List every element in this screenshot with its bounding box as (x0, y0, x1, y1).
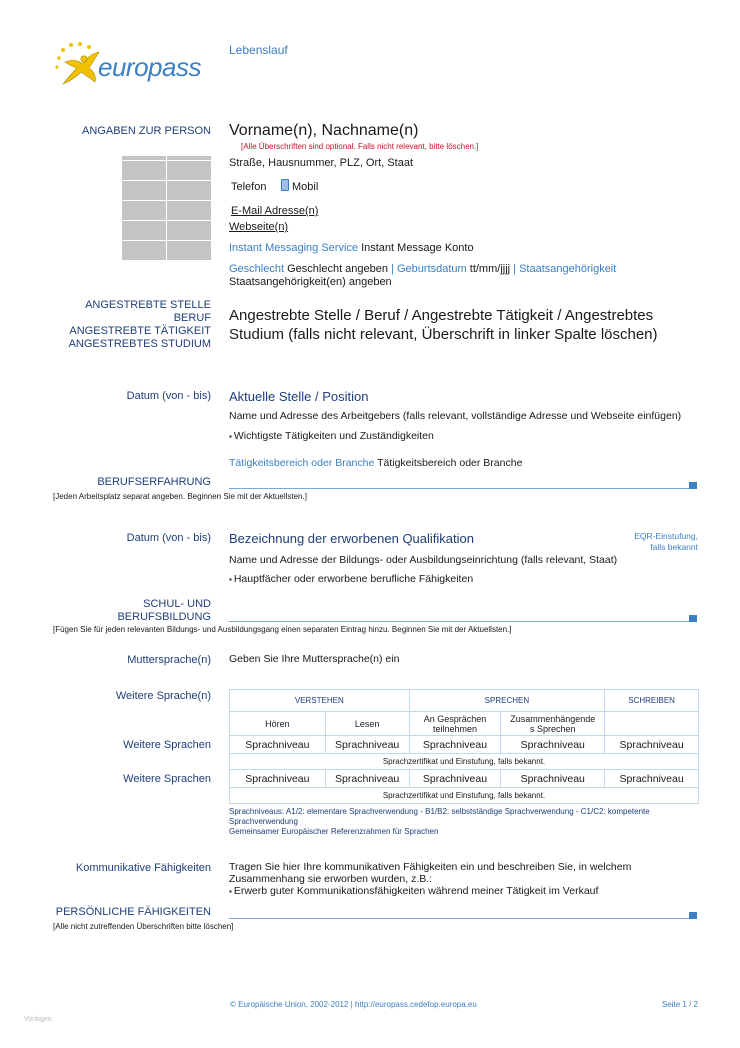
address: Straße, Hausnummer, PLZ, Ort, Staat (229, 157, 414, 169)
education-title-line: BERUFSBILDUNG (117, 611, 211, 623)
website-link[interactable]: Webseite(n) (229, 221, 289, 233)
level-cell: Sprachniveau (325, 736, 409, 754)
head-write: SCHREIBEN (605, 690, 699, 712)
language-cert-row (230, 788, 699, 804)
section-divider (229, 488, 689, 489)
head-speak: SPRECHEN (409, 690, 605, 712)
sub-read: Lesen (325, 712, 409, 736)
im-value: Instant Message Konto (361, 242, 474, 254)
gender-label: Geschlecht (229, 263, 285, 275)
photo-placeholder (122, 156, 211, 260)
legend-line: Sprachverwendung (229, 817, 298, 826)
target-text-line: Angestrebte Stelle / Beruf / Angestrebte Tätigkeit / Angestrebtes (229, 307, 654, 324)
other-languages-label: Weitere Sprache(n) (115, 690, 211, 702)
legend-reference: Gemeinsamer Europäischer Referenzrahmen für Sprachen (229, 827, 439, 836)
footer-page: Seite 1 / 2 (661, 1000, 698, 1009)
person-name: Vorname(n), Nachname(n) (229, 122, 419, 139)
education-date-label: Datum (von - bis) (126, 532, 211, 544)
footer-copyright[interactable]: © Europäische Union, 2002-2012 | http://europass.cedefop.europa.eu (230, 1000, 477, 1009)
language-row-label: Weitere Sprachen (123, 739, 211, 751)
subjects: ▪ Hauptfächer oder erworbene berufliche Fähigkeiten (229, 573, 473, 585)
mobile-label: Mobil (292, 181, 319, 193)
nationality-label: Staatsangehörigkeit (519, 263, 617, 275)
cert-cell: Sprachzertifikat und Einstufung, falls bekannt. (230, 788, 699, 804)
level-cell: Sprachniveau (605, 736, 699, 754)
target-label-line: BERUF (173, 312, 211, 324)
email-link[interactable]: E-Mail Adresse(n) (231, 205, 319, 217)
experience-activity: ▪ Wichtigste Tätigkeiten und Zuständigkeiten (229, 430, 434, 442)
communication-example: ▪ Erwerb guter Kommunikationsfähigkeiten während meiner Tätigkeit im Verkauf (229, 885, 631, 898)
level-cell: Sprachniveau (501, 736, 605, 754)
optional-note: [Alle Überschriften sind optional. Falls nicht relevant, bitte löschen.] (241, 142, 479, 151)
experience-date-label: Datum (von - bis) (126, 390, 211, 402)
sub-listen: Hören (230, 712, 326, 736)
education-note: [Fügen Sie für jeden relevanten Bildungs- und Ausbildungsgang einen separaten Eintrag hinzu. Beginnen Sie mit der Aktuellsten.] (53, 625, 512, 634)
target-text-line: Studium (falls nicht relevant, Überschrift in linker Spalte löschen) (229, 326, 658, 343)
section-divider (229, 918, 689, 919)
head-understand: VERSTEHEN (230, 690, 410, 712)
im-line (229, 242, 474, 254)
sub-production (501, 712, 605, 736)
legend-line: Sprachniveaus: A1/2: elementare Sprachverwendung - B1/B2: selbstständige Sprachverwendung - C1/C2: kompetente (229, 807, 650, 816)
phone-label: Telefon (231, 181, 267, 193)
mother-tongue-label: Muttersprache(n) (127, 654, 211, 666)
birth-value: tt/mm/jjjj (469, 263, 511, 275)
mobile-phone-icon (281, 179, 289, 191)
cert-cell: Sprachzertifikat und Einstufung, falls bekannt. (230, 754, 699, 770)
communication-text (229, 861, 631, 898)
skills-section-title: PERSÖNLICHE FÄHIGKEITEN (55, 906, 211, 918)
sector-line (229, 457, 522, 469)
mother-tongue-value: Geben Sie Ihre Muttersprache(n) ein (229, 653, 400, 665)
section-marker (689, 615, 697, 622)
level-cell: Sprachniveau (409, 736, 501, 754)
personal-details-line (229, 263, 616, 275)
sub-production-line: Zusammenhängende (510, 713, 596, 724)
sector-label: Tätigkeitsbereich oder Branche (229, 457, 375, 469)
communication-line: Zusammenhang sie erworben wurden, z.B.: (229, 873, 433, 885)
doc-title: Lebenslauf (229, 43, 288, 57)
language-table-head-row (230, 690, 699, 712)
sub-interaction (409, 712, 501, 736)
level-cell: Sprachniveau (325, 770, 409, 788)
experience-section-title: BERUFSERFAHRUNG (97, 476, 211, 488)
separator: | (513, 263, 517, 275)
level-cell: Sprachniveau (230, 770, 326, 788)
person-section-label: ANGABEN ZUR PERSON (82, 125, 211, 137)
language-legend (229, 807, 650, 837)
sector-value: Tätigkeitsbereich oder Branche (377, 457, 523, 469)
target-label (69, 299, 211, 351)
qualification: Bezeichnung der erworbenen Qualifikation (229, 531, 474, 546)
europass-logo (53, 40, 218, 90)
experience-position: Aktuelle Stelle / Position (229, 389, 369, 404)
birth-label: Geburtsdatum (397, 263, 467, 275)
employer: Name und Adresse des Arbeitgebers (falls relevant, vollständige Adresse und Webseite einfügen) (229, 410, 682, 422)
communication-label: Kommunikative Fähigkeiten (75, 862, 211, 874)
skills-note: [Alle nicht zutreffenden Überschriften bitte löschen] (53, 922, 234, 931)
nationality-value: Staatsangehörigkeit(en) angeben (229, 276, 392, 288)
language-row-label: Weitere Sprachen (123, 773, 211, 785)
gender-value: Geschlecht angeben (287, 263, 389, 275)
footer-watermark: Vorlagen (24, 1016, 52, 1023)
level-cell: Sprachniveau (230, 736, 326, 754)
target-text (229, 306, 658, 344)
sub-production-line: s Sprechen (530, 723, 576, 734)
language-table (229, 689, 699, 804)
separator: | (391, 263, 394, 275)
europass-wordmark: europass (98, 52, 201, 82)
communication-line: Tragen Sie hier Ihre kommunikativen Fähigkeiten ein und beschreiben Sie, in welchem (229, 861, 632, 873)
level-cell: Sprachniveau (501, 770, 605, 788)
target-label-line: ANGESTREBTE TÄTIGKEIT (69, 325, 211, 337)
section-marker (689, 482, 697, 489)
language-table-sub-row (230, 712, 699, 736)
eqr-line: falls bekannt (650, 542, 698, 552)
level-cell: Sprachniveau (605, 770, 699, 788)
sub-interaction-line: An Gesprächen (423, 713, 487, 724)
experience-note: [Jeden Arbeitsplatz separat angeben. Beginnen Sie mit der Aktuellsten.] (53, 492, 307, 501)
sub-empty (605, 712, 699, 736)
language-level-row (230, 736, 699, 754)
section-divider (229, 621, 689, 622)
target-label-line: ANGESTREBTE STELLE (85, 299, 211, 311)
level-cell: Sprachniveau (409, 770, 501, 788)
sub-interaction-line: teilnehmen (432, 723, 477, 734)
eqr-line: EQR-Einstufung, (634, 531, 698, 541)
eqr-level (634, 531, 698, 553)
education-title-line: SCHUL- UND (143, 598, 211, 610)
section-marker (689, 912, 697, 919)
language-level-row (230, 770, 699, 788)
target-label-line: ANGESTREBTES STUDIUM (68, 338, 211, 350)
im-label: Instant Messaging Service (229, 242, 359, 254)
language-cert-row (230, 754, 699, 770)
institution: Name und Adresse der Bildungs- oder Ausbildungseinrichtung (falls relevant, Staat) (229, 554, 618, 566)
education-section-title (117, 598, 211, 624)
